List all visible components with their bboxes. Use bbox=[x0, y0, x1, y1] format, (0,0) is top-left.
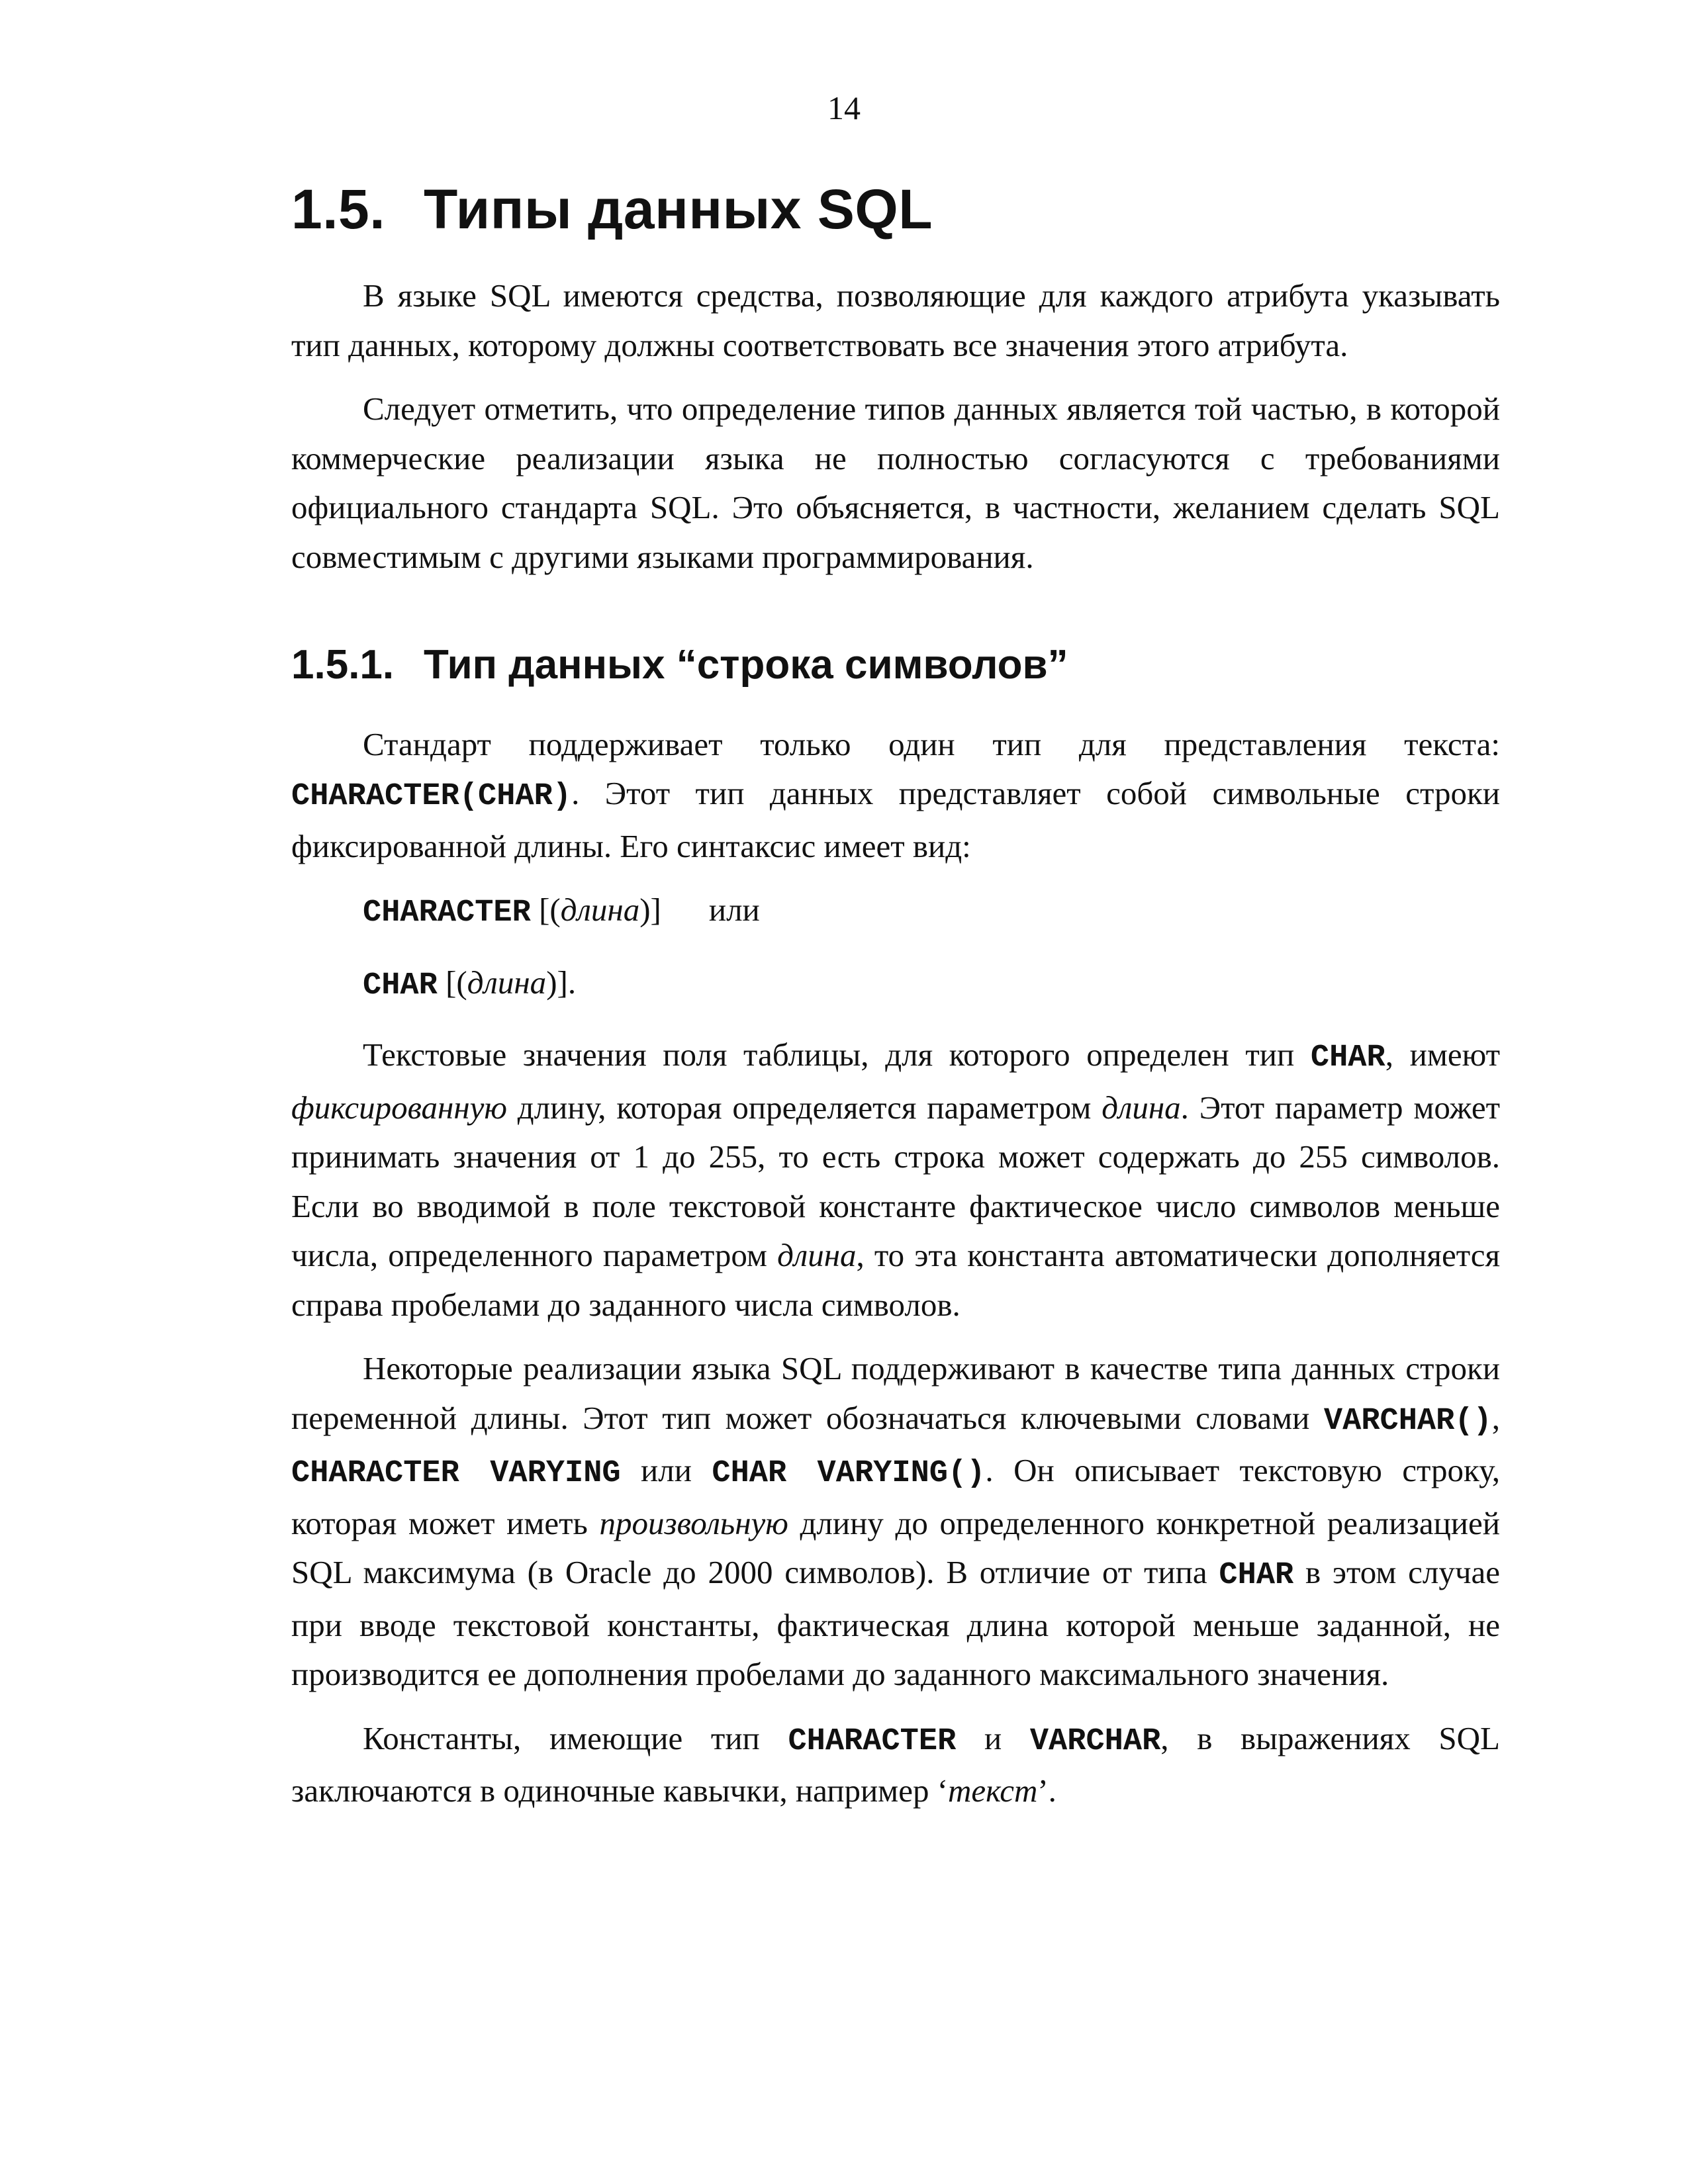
text-run: . Этот параметр может принимать значения от 1 до 255, то есть строка может содержать до 255 символов. Если во вводимой в поле текстовой константе фактическое число символов меньше числа, определенного параметром bbox=[291, 1089, 1500, 1274]
emphasis-length: длина bbox=[777, 1237, 857, 1274]
text-run: Текстовые значения поля таблицы, для которого определен тип bbox=[363, 1036, 1311, 1073]
keyword-char: CHAR bbox=[1219, 1558, 1294, 1594]
text-run: длину до определенного конкретной реализацией SQL максимума (в Oracle до 2000 символов). В отличие от типа bbox=[291, 1504, 1500, 1591]
keyword-character: CHARACTER bbox=[363, 895, 531, 931]
paragraph-constants bbox=[291, 1714, 1500, 1816]
keyword-char: CHAR bbox=[363, 968, 438, 1003]
text-run: в этом случае при вводе текстовой константы, фактическая длина которой меньше заданной, не производится ее дополнения пробелами до заданного максимального значения. bbox=[291, 1554, 1500, 1693]
text-run: . Он описывает текстовую строку, которая может иметь bbox=[291, 1452, 1500, 1541]
text-run: , то эта константа автоматически дополняется справа пробелами до заданного числа символов. bbox=[291, 1237, 1500, 1323]
paragraph-char-fixed-length bbox=[291, 1030, 1500, 1330]
keyword-character-varying: CHARACTER VARYING bbox=[291, 1456, 621, 1492]
text-run: Константы, имеющие тип bbox=[363, 1719, 788, 1756]
syntax-character bbox=[291, 886, 1500, 938]
keyword-varchar: VARCHAR() bbox=[1323, 1403, 1492, 1439]
syntax-close: )] bbox=[639, 891, 661, 929]
subsection-number: 1.5.1. bbox=[291, 642, 395, 688]
subsection-title: Тип данных “строка символов” bbox=[424, 642, 1068, 688]
text-run: или bbox=[620, 1452, 712, 1489]
text-run: Стандарт поддерживает только один тип для представления текста: bbox=[363, 725, 1500, 762]
page-content bbox=[291, 179, 1500, 1831]
paragraph-standard-note: Следует отметить, что определение типов данных является той частью, в которой коммерческие реализации языка не полностью согласуются с требованиями официального стандарта SQL. Это объясняется, в частности, желанием сделать SQL совместимым с другими языками программирования. bbox=[291, 390, 1500, 575]
syntax-open: [( bbox=[437, 964, 467, 1001]
text-run: . Этот тип данных представляет собой символьные строки фиксированной длины. Его синтаксис имеет вид: bbox=[291, 775, 1500, 864]
syntax-argument: длина bbox=[560, 891, 640, 929]
text-run: ’. bbox=[1037, 1772, 1056, 1809]
syntax-open: [( bbox=[530, 891, 561, 929]
text-run: , в выражениях SQL заключаются в одиночные кавычки, например ‘ bbox=[291, 1719, 1500, 1809]
text-run: , имеют bbox=[1385, 1036, 1500, 1073]
text-run: и bbox=[956, 1719, 1030, 1756]
section-heading bbox=[291, 179, 1500, 240]
page-number: 14 bbox=[827, 89, 861, 126]
keyword-varchar: VARCHAR bbox=[1029, 1723, 1161, 1759]
text-run: длину, которая определяется параметром bbox=[506, 1089, 1102, 1126]
syntax-argument: длина bbox=[467, 964, 547, 1001]
paragraph-varchar bbox=[291, 1344, 1500, 1700]
text-run: , bbox=[1491, 1399, 1500, 1436]
keyword-char-varying: CHAR VARYING() bbox=[712, 1456, 986, 1492]
paragraph-intro: В языке SQL имеются средства, позволяющие для каждого атрибута указывать тип данных, которому должны соответствовать все значения этого атрибута. bbox=[291, 277, 1500, 363]
keyword-char: CHAR bbox=[1310, 1040, 1385, 1076]
section-number: 1.5. bbox=[291, 178, 386, 240]
section-title: Типы данных SQL bbox=[424, 178, 933, 240]
syntax-or: или bbox=[708, 891, 760, 929]
emphasis-text: текст bbox=[948, 1772, 1038, 1809]
emphasis-fixed: фиксированную bbox=[291, 1089, 507, 1126]
syntax-close: )]. bbox=[546, 964, 577, 1001]
emphasis-length: длина bbox=[1102, 1089, 1181, 1126]
emphasis-arbitrary: произвольную bbox=[599, 1504, 788, 1541]
syntax-char bbox=[291, 958, 1500, 1011]
keyword-character: CHARACTER bbox=[788, 1723, 957, 1759]
text-run: Некоторые реализации языка SQL поддерживают в качестве типа данных строки переменной длины. Этот тип может обозначаться ключевыми словами bbox=[291, 1350, 1500, 1436]
subsection-heading bbox=[291, 643, 1500, 688]
paragraph-char-standard bbox=[291, 720, 1500, 872]
keyword-character-char: CHARACTER(CHAR) bbox=[291, 779, 572, 815]
